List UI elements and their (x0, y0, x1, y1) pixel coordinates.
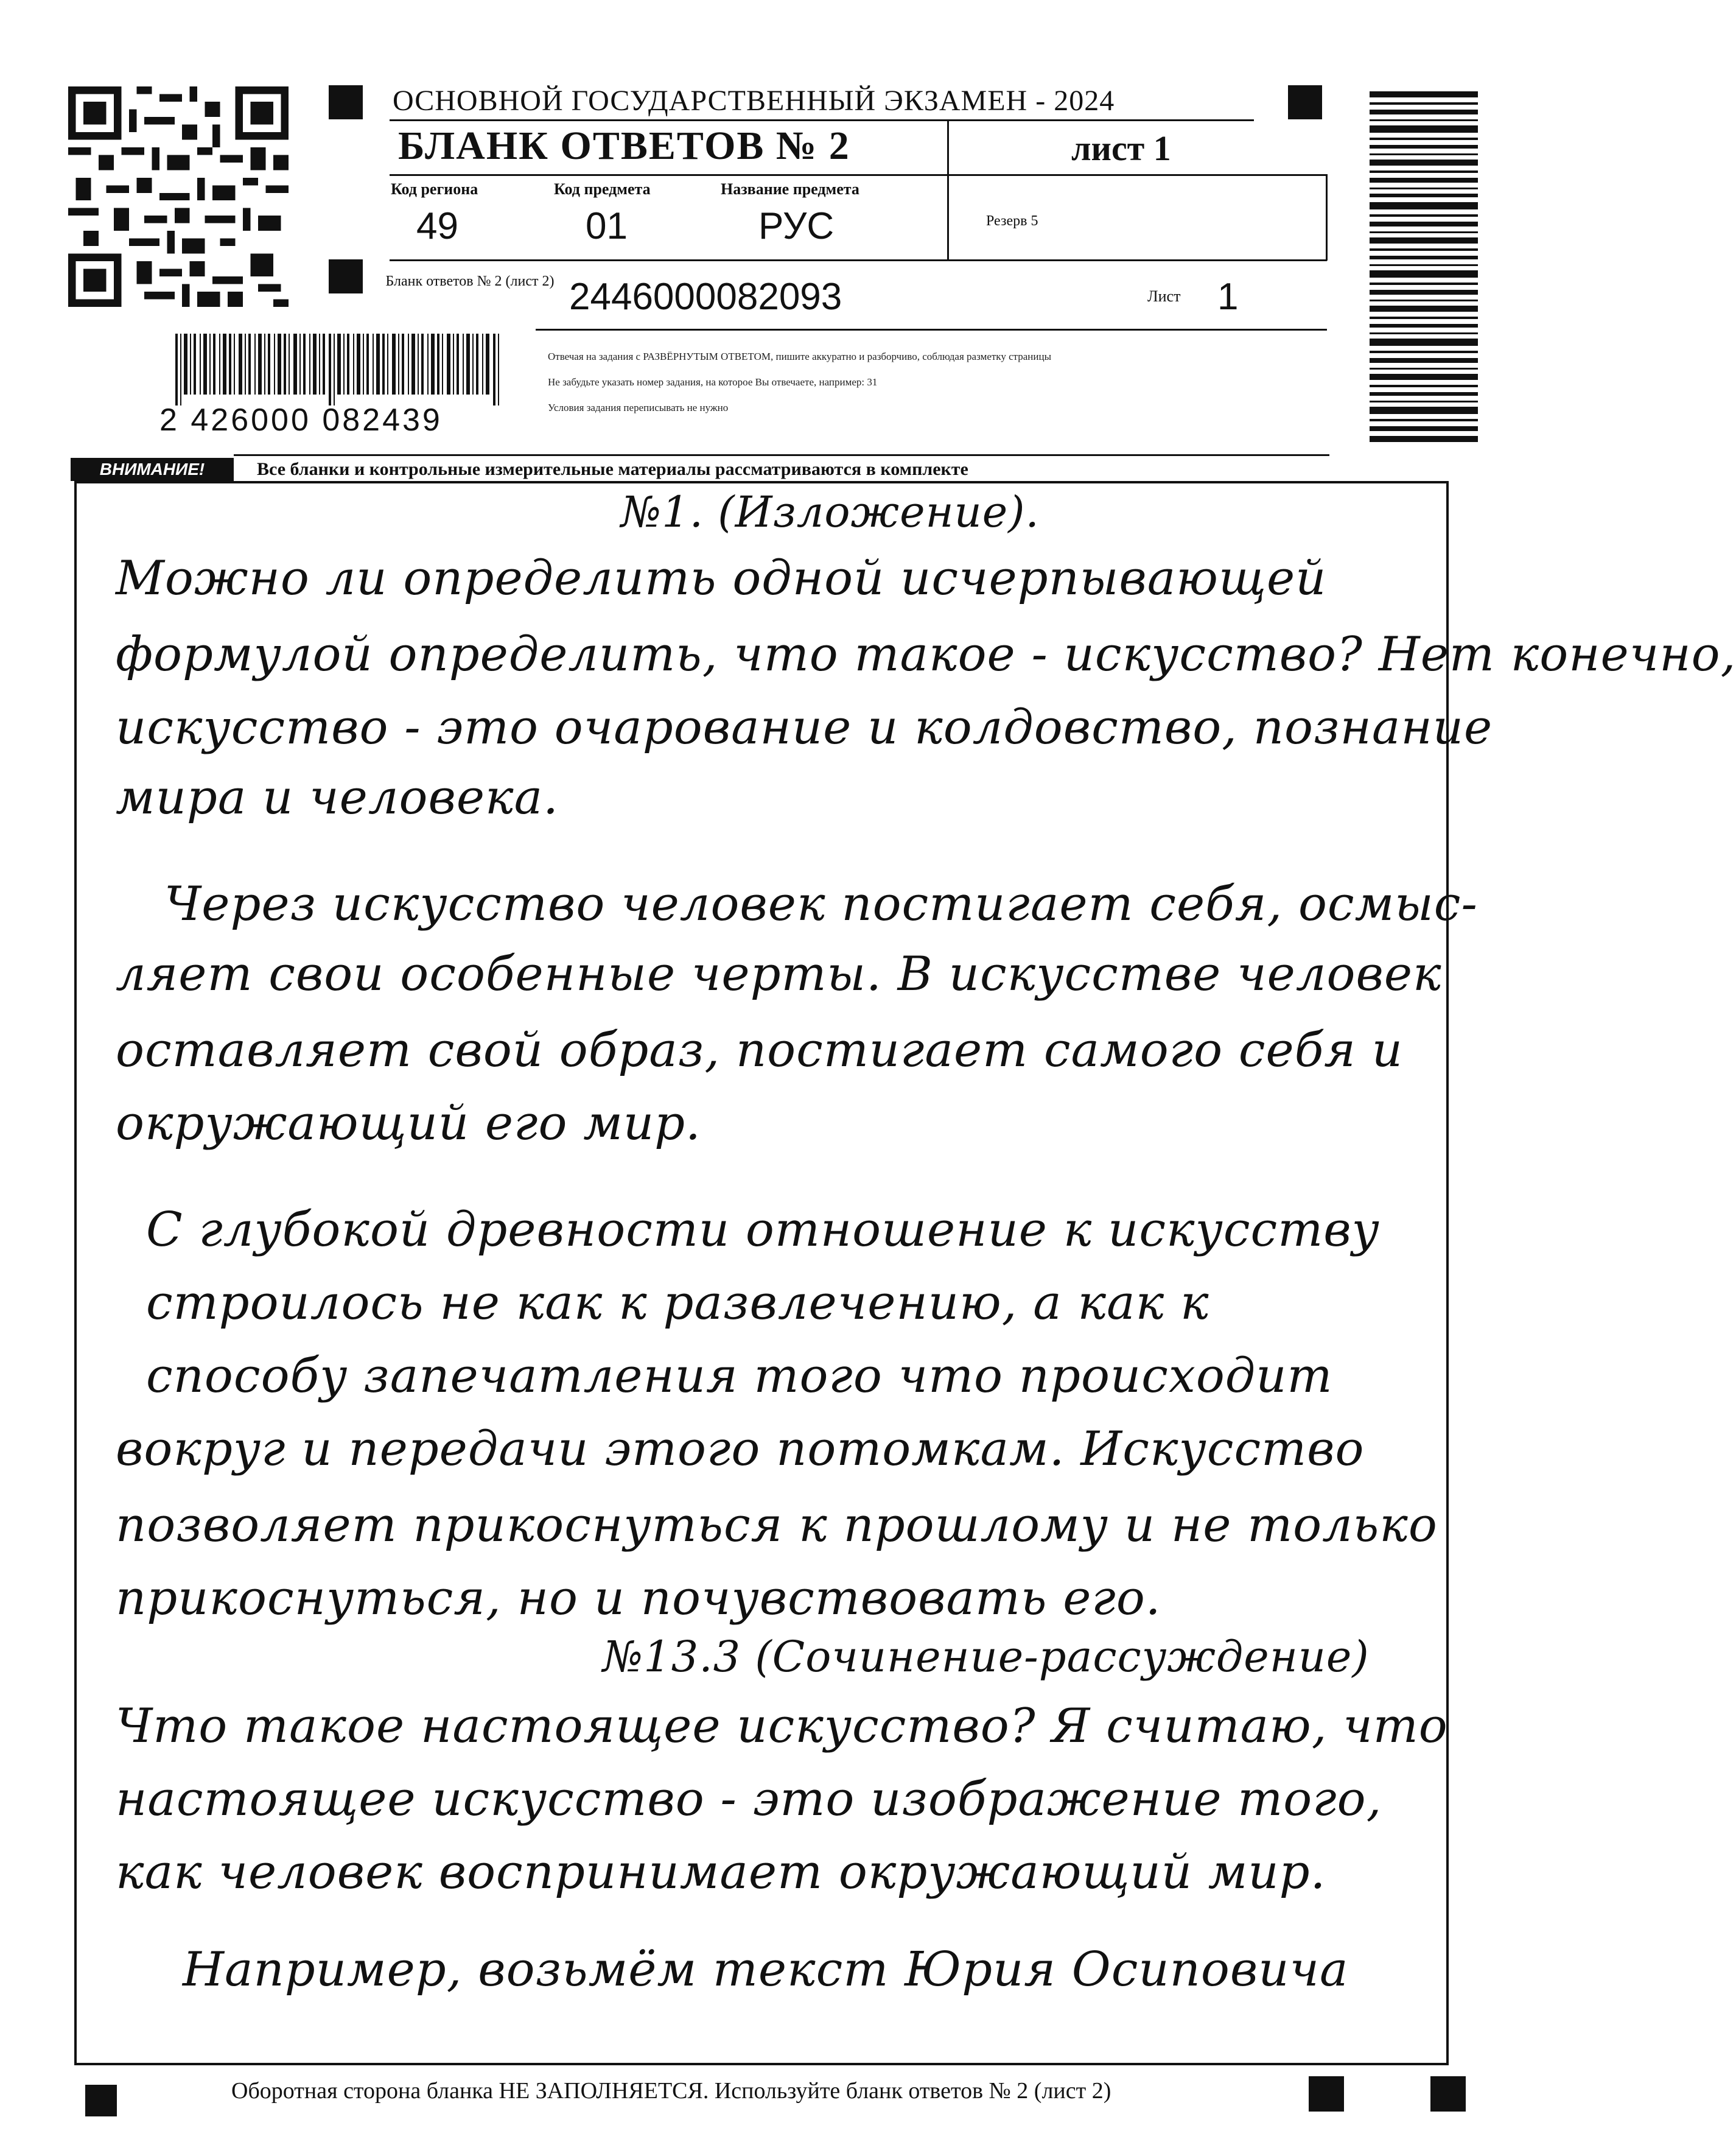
answer-line: формулой определить, что такое - искусство? Нет конечно, (116, 627, 1736, 682)
registration-mark (1430, 2076, 1466, 2112)
registration-mark (1309, 2076, 1344, 2112)
answer-line: ляет свои особенные черты. В искусстве человек (116, 947, 1442, 1002)
header-rule (234, 454, 1329, 456)
registration-mark (1288, 85, 1322, 119)
footer-text: Оборотная сторона бланка НЕ ЗАПОЛНЯЕТСЯ. Используйте бланк ответов № 2 (лист 2) (231, 2078, 1111, 2104)
header-rule (1326, 174, 1328, 261)
sheet2-ref: Бланк ответов № 2 (лист 2) (385, 273, 555, 289)
answer-line: вокруг и передачи этого потомкам. Искусство (116, 1422, 1365, 1477)
region-value: 49 (416, 205, 458, 247)
reserve-label: Резерв 5 (986, 213, 1038, 229)
header-rule (390, 119, 1254, 121)
list-label: Лист (1147, 287, 1181, 305)
answer-line: Можно ли определить одной исчерпывающей (116, 551, 1327, 606)
exam-title: ОСНОВНОЙ ГОСУДАРСТВЕННЫЙ ЭКЗАМЕН - 2024 (393, 85, 1115, 117)
header-rule (536, 329, 1327, 331)
answer-line: как человек воспринимает окружающий мир. (116, 1845, 1326, 1900)
answer-line: оставляет свой образ, постигает самого себя и (116, 1023, 1403, 1078)
answer-line: С глубокой древности отношение к искусству (146, 1203, 1380, 1257)
subject-code-label: Код предмета (554, 180, 651, 198)
answer-line: №1. (Изложение). (621, 487, 1040, 537)
subject-name-label: Название предмета (721, 180, 859, 198)
answer-line: способу запечатления того что происходит (146, 1349, 1333, 1403)
header-rule (390, 259, 1327, 261)
subject-code-value: 01 (586, 205, 628, 247)
answer-line: Что такое настоящее искусство? Я считаю, что (116, 1699, 1448, 1754)
instruction-line-2: Не забудьте указать номер задания, на которое Вы отвечаете, например: 31 (548, 376, 878, 388)
region-label: Код региона (391, 180, 478, 198)
registration-mark (329, 85, 363, 119)
answer-line: окружающий его мир. (116, 1096, 701, 1151)
qr-code (68, 86, 289, 307)
header-rule (947, 121, 949, 261)
answer-line: настоящее искусство - это изображение того, (116, 1772, 1382, 1827)
answer-line: прикоснуться, но и почувствовать его. (116, 1571, 1161, 1626)
subject-name-value: РУС (758, 205, 835, 247)
list-value: 1 (1217, 276, 1239, 318)
warning-text: Все бланки и контрольные измерительные материалы рассматриваются в комплекте (257, 459, 968, 479)
sheet-title: лист 1 (1071, 128, 1171, 168)
barcode-horizontal (175, 334, 503, 406)
answer-line: мира и человека. (116, 770, 559, 825)
answer-line: Через искусство человек постигает себя, осмыс- (164, 877, 1478, 932)
answer-line: Например, возьмём текст Юрия Осиповича (183, 1942, 1349, 1997)
answer-line: строилось не как к развлечению, а как к (146, 1276, 1209, 1330)
barcode-vertical (1370, 91, 1478, 444)
registration-mark (329, 259, 363, 293)
answer-line: №13.3 (Сочинение-рассуждение) (603, 1632, 1370, 1682)
form-title: БЛАНК ОТВЕТОВ № 2 (398, 124, 850, 168)
sheet2-id: 2446000082093 (569, 276, 842, 318)
answer-line: искусство - это очарование и колдовство, познание (116, 700, 1493, 755)
barcode-digits: 2 426000 082439 (159, 402, 443, 438)
warning-badge: ВНИМАНИЕ! (71, 458, 234, 481)
answer-line: позволяет прикоснуться к прошлому и не только (116, 1498, 1438, 1553)
registration-mark (85, 2085, 117, 2116)
header-rule (390, 174, 1327, 176)
instruction-line-1: Отвечая на задания с РАЗВЁРНУТЫМ ОТВЕТОМ, пишите аккуратно и разборчиво, соблюдая разметку страницы (548, 351, 1052, 362)
instruction-line-3: Условия задания переписывать не нужно (548, 402, 729, 413)
